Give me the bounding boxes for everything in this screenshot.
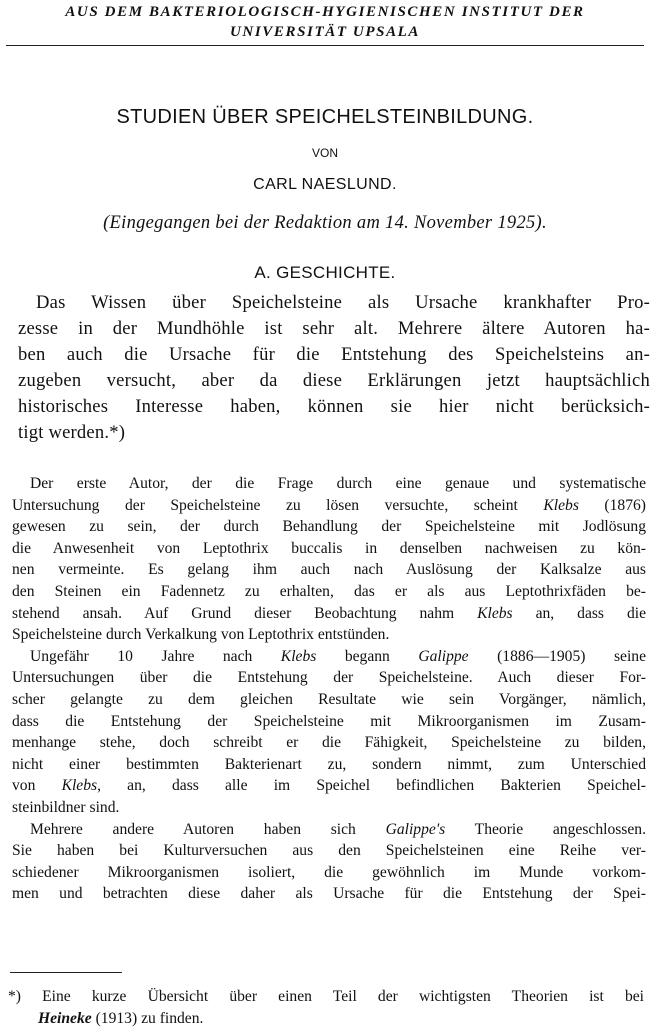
author-ref: Heineke	[38, 1009, 92, 1027]
footnote-rule	[10, 972, 122, 973]
institute-header	[10, 2, 640, 42]
received-date: (Eingegangen bei der Redaktion am 14. November 1925).	[103, 213, 547, 233]
body-line: Ungefähr 10 Jahre nach Klebs begann Galippe (1886—1905) seine	[30, 647, 646, 665]
footnote-line: Heineke (1913) zu finden.	[38, 1009, 204, 1027]
body-line: gewesen zu sein, der durch Behandlung der Speichelsteine mit Jodlösung	[12, 518, 646, 536]
body-line: schiedener Mikroorganismen isoliert, die gewöhnlich im Munde vorkom-	[12, 863, 646, 881]
author-ref: Klebs	[280, 647, 317, 665]
body-line: dass die Entstehung der Speichelsteine mit Mikroorganismen im Zusam-	[12, 712, 646, 730]
body-line: Sie haben bei Kulturversuchen aus den Speichelsteinen eine Reihe ver-	[12, 842, 646, 860]
author-name: CARL NAESLUND.	[253, 176, 397, 193]
author-ref: Klebs	[477, 604, 513, 622]
article-title: STUDIEN ÜBER SPEICHELSTEINBILDUNG.	[116, 106, 534, 128]
body-line: den Steinen ein Fadennetz zu erhalten, das er als aus Leptothrixfäden be-	[12, 582, 646, 600]
body-line: Mehrere andere Autoren haben sich Galippe's Theorie angeschlossen.	[30, 820, 646, 838]
intro-line: zugeben versucht, aber da diese Erklärungen jetzt hauptsächlich	[18, 370, 650, 392]
body-line: Speichelsteine durch Verkalkung von Leptothrix entstünden.	[12, 626, 390, 644]
intro-line: historisches Interesse haben, können sie hier nicht berücksich-	[18, 396, 650, 418]
body-line: menhange stehe, doch schreibt er die Fähigkeit, Speichelsteine zu bilden,	[12, 734, 646, 752]
body-line: stehend ansah. Auf Grund dieser Beobachtung nahm Klebs an, dass die	[12, 604, 647, 622]
section-heading: A. GESCHICHTE.	[254, 263, 396, 282]
footnote	[8, 986, 644, 1029]
header-rule	[6, 45, 644, 46]
body-line: von Klebs, an, dass alle im Speichel befindlichen Bakterien Speichel-	[12, 777, 646, 795]
intro-paragraph	[18, 290, 650, 447]
footnote-line: *) Eine kurze Übersicht über einen Teil der wichtigsten Theorien ist bei	[8, 988, 644, 1005]
body-text	[12, 473, 646, 905]
intro-line: Das Wissen über Speichelsteine als Ursache krankhafter Pro-	[36, 292, 650, 313]
author-ref: Galippe	[418, 647, 469, 665]
header-line-2: UNIVERSITÄT UPSALA	[229, 24, 421, 40]
body-line: Untersuchung der Speichelsteine zu lösen versuchte, scheint Klebs (1876)	[12, 496, 646, 514]
header-line-1: AUS DEM BAKTERIOLOGISCH-HYGIENISCHEN INSTITUT DER	[65, 4, 585, 20]
intro-line: tigt werden.*)	[18, 422, 126, 444]
body-line: die Anwesenheit von Leptothrix buccalis in denselben nachweisen zu kön-	[12, 539, 646, 557]
body-line: nen vermeinte. Es gelang ihm auch nach Auslösung der Kalksalze aus	[12, 561, 646, 579]
body-line: steinbildner sind.	[12, 798, 120, 816]
author-ref: Klebs	[543, 496, 579, 514]
author-ref: Klebs	[61, 777, 98, 795]
byline-von: VON	[311, 146, 338, 160]
body-line: Der erste Autor, der die Frage durch eine genaue und systematische	[30, 475, 646, 492]
intro-line: zesse in der Mundhöhle ist sehr alt. Mehrere ältere Autoren ha-	[18, 318, 650, 340]
body-line: nicht einer bestimmten Bakterienart zu, sondern nimmt, zum Unterschied	[12, 755, 646, 773]
intro-line: ben auch die Ursache für die Entstehung des Speichelsteins an-	[18, 344, 650, 366]
author-ref: Galippe's	[385, 820, 446, 838]
body-line: scher gelangte zu dem gleichen Resultate wie sein Vorgänger, nämlich,	[12, 690, 646, 708]
body-line: men und betrachten diese daher als Ursache für die Entstehung der Spei-	[12, 885, 646, 903]
body-line: Untersuchungen über die Entstehung der Speichelsteine. Auch dieser For-	[12, 669, 646, 687]
